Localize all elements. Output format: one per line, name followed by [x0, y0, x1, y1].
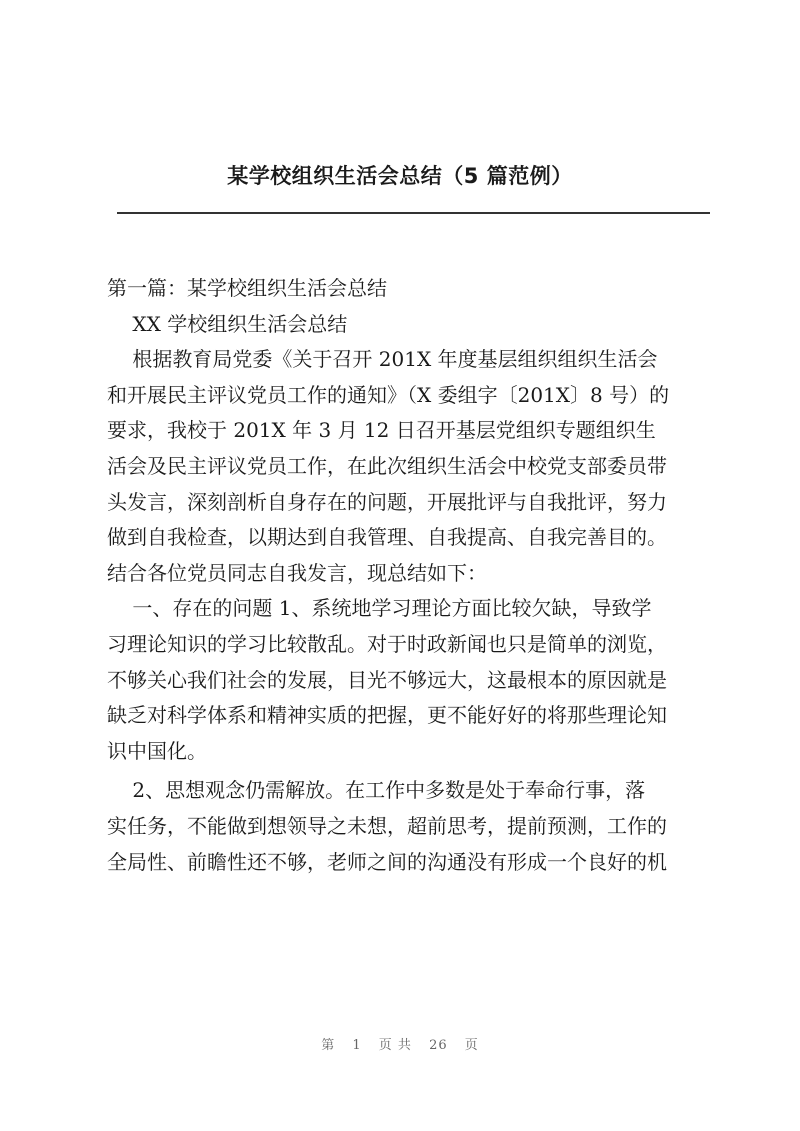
document-body [107, 271, 707, 880]
body-line: 识中国化。 [107, 738, 207, 763]
body-line: 和开展民主评议党员工作的通知》（X 委组字〔201X〕8 号）的 [107, 382, 670, 407]
body-line: 根据教育局党委《关于召开 201X 年度基层组织组织生活会 [107, 347, 658, 372]
body-line: 要求，我校于 201X 年 3 月 12 日召开基层党组织专题组织生 [107, 418, 656, 443]
body-line: 做到自我检查，以期达到自我管理、自我提高、自我完善目的。 [107, 525, 667, 550]
body-line: 全局性、前瞻性还不够，老师之间的沟通没有形成一个良好的机 [107, 849, 667, 874]
body-line: 习理论知识的学习比较散乱。对于时政新闻也只是简单的浏览， [107, 631, 667, 656]
body-line: XX 学校组织生活会总结 [107, 311, 348, 336]
page-footer [0, 1034, 800, 1053]
body-line: 结合各位党员同志自我发言，现总结如下： [107, 560, 487, 585]
footer-mid: 页 共 [378, 1038, 412, 1053]
footer-prefix: 第 [321, 1038, 336, 1053]
document-title: 某学校组织生活会总结（5 篇范例） [227, 164, 573, 188]
body-line: 不够关心我们社会的发展，目光不够远大，这最根本的原因就是 [107, 667, 667, 692]
footer-total-pages: 26 [429, 1038, 448, 1053]
footer-page-number: 1 [352, 1038, 362, 1053]
footer-suffix: 页 [464, 1038, 479, 1053]
body-line: 头发言，深刻剖析自身存在的问题，开展批评与自我批评，努力 [107, 489, 667, 514]
body-line: 实任务，不能做到想领导之未想，超前思考，提前预测，工作的 [107, 813, 667, 838]
body-line: 2、思想观念仍需解放。在工作中多数是处于奉命行事，落 [107, 778, 646, 803]
body-line: 缺乏对科学体系和精神实质的把握，更不能好好的将那些理论知 [107, 703, 667, 728]
title-divider [117, 212, 710, 214]
body-line: 一、存在的问题 1、系统地学习理论方面比较欠缺，导致学 [107, 596, 652, 621]
body-line: 第一篇：某学校组织生活会总结 [107, 276, 387, 300]
body-line: 活会及民主评议党员工作，在此次组织生活会中校党支部委员带 [107, 453, 667, 478]
